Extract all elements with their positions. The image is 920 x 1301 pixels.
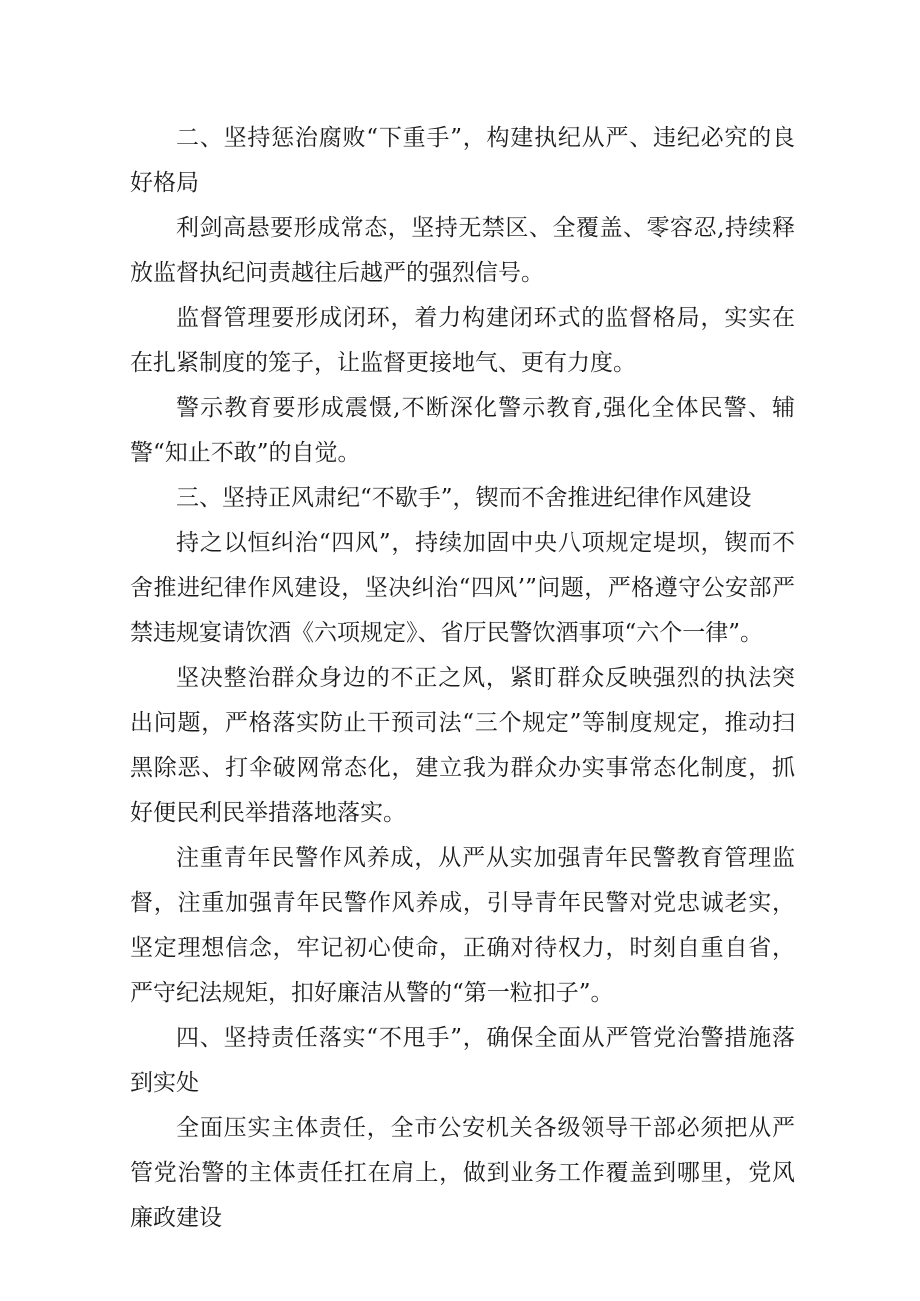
paragraph: 持之以恒纠治“四风”，持续加固中央八项规定堤坝，锲而不舍推进纪律作风建设，坚决纠治“四风’”问题，严格遵守公安部严禁违规宴请饮酒《六项规定》、省厅民警饮酒事项“六个一律”。 [130,530,795,646]
paragraph: 警示教育要形成震慑,不断深化警示教育,强化全体民警、辅警“知止不敢”的自觉。 [130,395,795,466]
paragraph: 利剑高悬要形成常态，坚持无禁区、全覆盖、零容忍,持续释放监督执纪问责越往后越严的强烈信号。 [130,215,795,286]
document-body [130,116,795,1241]
paragraph: 全面压实主体责任，全市公安机关各级领导干部必须把从严管党治警的主体责任扛在肩上，做到业务工作覆盖到哪里，党风廉政建设 [130,1115,795,1231]
paragraph: 监督管理要形成闭环，着力构建闭环式的监督格局，实实在在扎紧制度的笼子，让监督更接地气、更有力度。 [130,305,795,376]
heading-section-four: 四、坚持责任落实“不甩手”，确保全面从严管党治警措施落到实处 [130,1025,795,1096]
paragraph: 坚决整治群众身边的不正之风，紧盯群众反映强烈的执法突出问题，严格落实防止干预司法“三个规定”等制度规定，推动扫黑除恶、打伞破网常态化，建立我为群众办实事常态化制度，抓好便民利民举措落地落实。 [130,665,795,826]
heading-section-three: 三、坚持正风肃纪“不歇手”，锲而不舍推进纪律作风建设 [176,485,752,511]
heading-section-two: 二、坚持惩治腐败“下重手”，构建执纪从严、违纪必究的良好格局 [130,125,795,196]
paragraph: 注重青年民警作风养成，从严从实加强青年民警教育管理监督，注重加强青年民警作风养成，引导青年民警对党忠诚老实，坚定理想信念，牢记初心使命，正确对待权力，时刻自重自省，严守纪法规矩，扣好廉洁从警的“第一粒扣子”。 [130,845,795,1006]
